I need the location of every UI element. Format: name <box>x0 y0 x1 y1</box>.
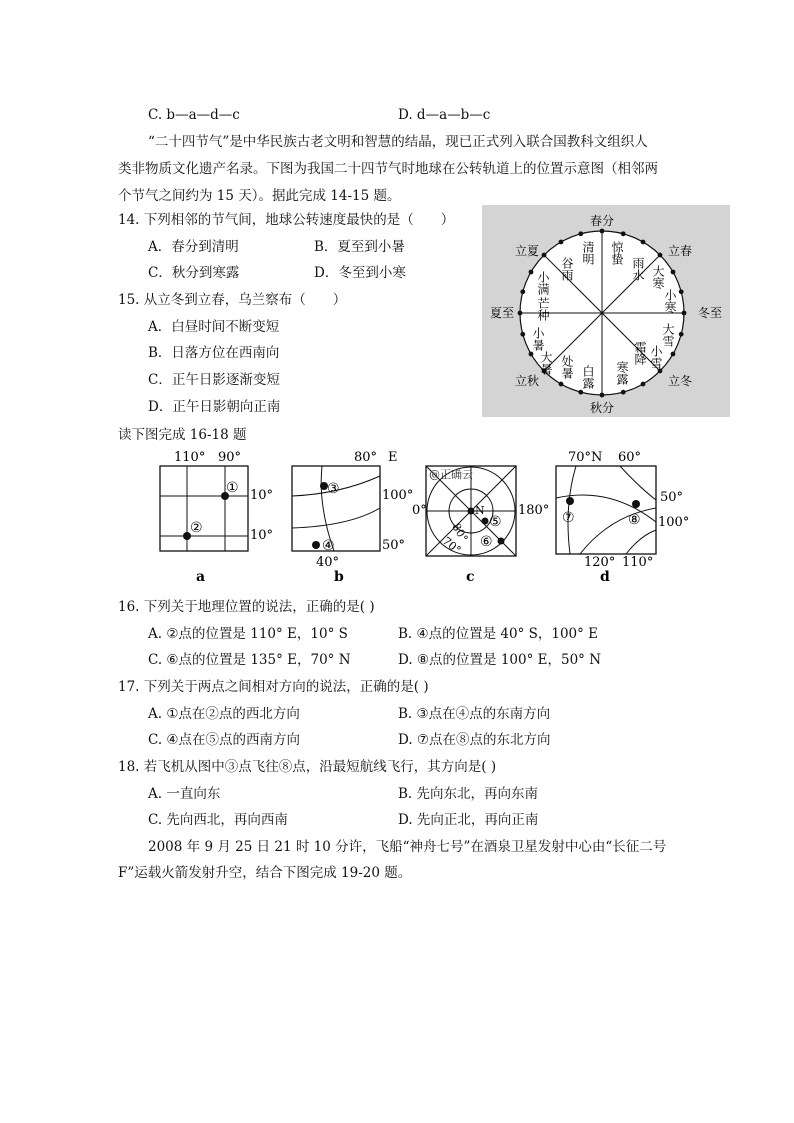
label-hanlu: 寒露 <box>615 361 629 385</box>
fig-c-right: 180° <box>518 503 550 518</box>
q18-stem: 18. 若飞机从图中③点飞往⑧点，沿最短航线飞行，其方向是( ) <box>118 759 497 775</box>
fig-b-right2: 50° <box>382 538 406 553</box>
orbit-dot <box>520 289 525 294</box>
fig-c-n: N <box>475 504 485 517</box>
fig-a-lon2: 90° <box>218 450 242 465</box>
q18-option-b: B. 先向东北，再向东南 <box>398 786 539 802</box>
orbit-dot <box>671 270 676 275</box>
outro-line-1: 2008 年 9 月 25 日 21 时 10 分许，飞船“神舟七号”在酒泉卫星发射中心由“长征二号 <box>148 839 667 855</box>
label-jingzhe: 惊蛰 <box>610 241 624 265</box>
outro-line-2: F”运载火箭发射升空，结合下图完成 19-20 题。 <box>118 865 412 881</box>
orbit-dot <box>621 231 626 236</box>
fig-a-label: a <box>196 569 206 585</box>
label-xiaoshu: 小暑 <box>531 327 545 351</box>
q15-stem: 15. 从立冬到立春，乌兰察布（ ） <box>118 292 347 308</box>
orbit-dot <box>578 390 583 395</box>
marker-6: ⑥ <box>480 534 493 550</box>
label-lidong: 立冬 <box>667 374 693 388</box>
intro-line-1: “二十四节气”是中华民族古老文明和智慧的结晶，现已正式列入联合国教科文组织人 <box>148 134 648 150</box>
orbit-dot <box>600 393 605 398</box>
figure-c <box>412 466 549 585</box>
orbit-dot <box>529 352 534 357</box>
label-xiaohan: 小寒 <box>663 289 677 313</box>
marker-3: ③ <box>327 481 340 497</box>
orbit-dot <box>559 240 564 245</box>
figure-b <box>292 450 413 585</box>
label-dashu: 大暑 <box>539 351 553 375</box>
coordinate-figures <box>150 446 690 586</box>
q14-option-b: B．夏至到小暑 <box>314 239 405 255</box>
orbit-dot <box>542 253 547 258</box>
fig-d-right1: 50° <box>660 490 684 505</box>
q18-option-a: A. 一直向东 <box>148 786 221 802</box>
fig-d-bottom2: 110° <box>622 555 654 570</box>
fig-b-right1: 100° <box>382 488 414 503</box>
q17-option-d: D. ⑦点在⑧点的东北方向 <box>398 732 551 748</box>
label-guyu: 谷雨 <box>560 257 574 281</box>
marker-4: ④ <box>322 538 335 554</box>
marker-8: ⑧ <box>628 512 641 528</box>
orbit-dot <box>679 289 684 294</box>
q14-option-a: A．春分到清明 <box>148 239 239 255</box>
label-bailu: 白露 <box>581 365 595 389</box>
label-shuangjiang: 霜降 <box>633 341 647 365</box>
option-d: D. d—a—b—c <box>398 107 491 123</box>
fig-d-label: d <box>600 569 610 585</box>
marker-2: ② <box>190 520 203 536</box>
q17-option-c: C. ④点在⑤点的西南方向 <box>148 732 301 748</box>
fig-b-label: b <box>334 569 344 585</box>
fig-a-lat2: 10° <box>250 528 274 543</box>
intro-line-2: 类非物质文化遗产名录。下图为我国二十四节气时地球在公转轨道上的位置示意图（相邻两 <box>118 161 658 177</box>
fig-b-bottom: 40° <box>316 555 340 570</box>
figure-a <box>160 450 273 585</box>
intro-line-3: 个节气之间约为 15 天）。据此完成 14-15 题。 <box>118 188 401 204</box>
label-xiazhi: 夏至 <box>489 306 515 320</box>
q16-option-c: C. ⑥点的位置是 135° E，70° N <box>148 652 351 668</box>
q15-option-a: A．白昼时间不断变短 <box>148 319 280 335</box>
fig-a-lat1: 10° <box>250 488 274 503</box>
orbit-dot <box>679 332 684 337</box>
fig-b-e: E <box>388 450 398 465</box>
option-c: C. b—a—d—c <box>148 107 240 123</box>
label-yushui: 雨水 <box>631 257 645 281</box>
label-xiaoxue: 小雪 <box>649 345 663 369</box>
marker-7: ⑦ <box>562 510 575 526</box>
label-dongzhi: 冬至 <box>697 306 723 320</box>
label-lixia: 立夏 <box>514 244 540 258</box>
orbit-dot <box>658 369 663 374</box>
orbit-dot <box>529 270 534 275</box>
q15-option-b: B．日落方位在西南向 <box>148 345 280 361</box>
fig-d-top1: 70°N <box>568 450 603 465</box>
label-liqiu: 立秋 <box>514 374 540 388</box>
fig-c-label: c <box>466 569 475 585</box>
orbit-dot <box>520 332 525 337</box>
orbit-dot <box>578 231 583 236</box>
fig-c-lat80: 80° <box>449 521 471 545</box>
orbit-dot <box>641 382 646 387</box>
q14-stem: 14. 下列相邻的节气间，地球公转速度最快的是（ ） <box>118 212 455 228</box>
fig-d-bottom1: 120° <box>584 555 616 570</box>
fig-c-left: 0° <box>412 503 427 518</box>
q16-stem: 16. 下列关于地理位置的说法，正确的是( ) <box>118 599 375 615</box>
orbit-dot <box>621 390 626 395</box>
label-lichun: 立春 <box>667 244 693 258</box>
q17-option-b: B. ③点在④点的东南方向 <box>398 706 551 722</box>
orbit-dot <box>600 229 605 234</box>
fig-c-lat70: 70° <box>440 534 464 557</box>
q14-option-c: C．秋分到寒露 <box>148 265 240 281</box>
figure-d <box>556 450 689 585</box>
orbit-dot <box>518 311 523 316</box>
q17-option-a: A. ①点在②点的西北方向 <box>148 706 300 722</box>
label-mangzhong: 芒种 <box>536 297 550 321</box>
label-xiaoman: 小满 <box>536 271 550 295</box>
q15-option-d: D．正午日影朝向正南 <box>148 399 281 415</box>
fig-a-lon1: 110° <box>174 450 206 465</box>
read-note: 读下图完成 16-18 题 <box>118 427 247 443</box>
label-qingming: 清明 <box>581 241 595 265</box>
q16-option-d: D. ⑧点的位置是 100° E，50° N <box>398 652 602 668</box>
fig-b-top: 80° <box>354 450 378 465</box>
label-chunfen: 春分 <box>589 214 615 228</box>
fig-d-top2: 60° <box>618 450 642 465</box>
label-qiufen: 秋分 <box>589 401 615 415</box>
marker-5: ⑤ <box>489 514 502 530</box>
fig-d-right2: 100° <box>658 515 690 530</box>
q18-option-c: C. 先向西北，再向西南 <box>148 812 288 828</box>
q18-option-d: D. 先向正北，再向正南 <box>398 812 539 828</box>
orbit-dot <box>682 311 687 316</box>
marker-1: ① <box>226 480 239 496</box>
q16-option-b: B. ④点的位置是 40° S，100° E <box>398 626 599 642</box>
q15-option-c: C．正午日影逐渐变短 <box>148 372 280 388</box>
label-dahan: 大寒 <box>651 265 665 289</box>
q17-stem: 17. 下列关于两点之间相对方向的说法，正确的是( ) <box>118 679 429 695</box>
q16-option-a: A. ②点的位置是 110° E，10° S <box>148 626 348 642</box>
label-chushu: 处暑 <box>560 355 574 379</box>
q14-option-d: D．冬至到小寒 <box>314 265 406 281</box>
orbit-dot <box>641 240 646 245</box>
orbit-dot <box>559 382 564 387</box>
label-daxue: 大雪 <box>661 323 675 347</box>
orbit-dot <box>671 352 676 357</box>
solar-terms-diagram <box>482 205 730 417</box>
fig-c-watermark: @正确云 <box>429 468 473 481</box>
orbit-dot <box>658 253 663 258</box>
